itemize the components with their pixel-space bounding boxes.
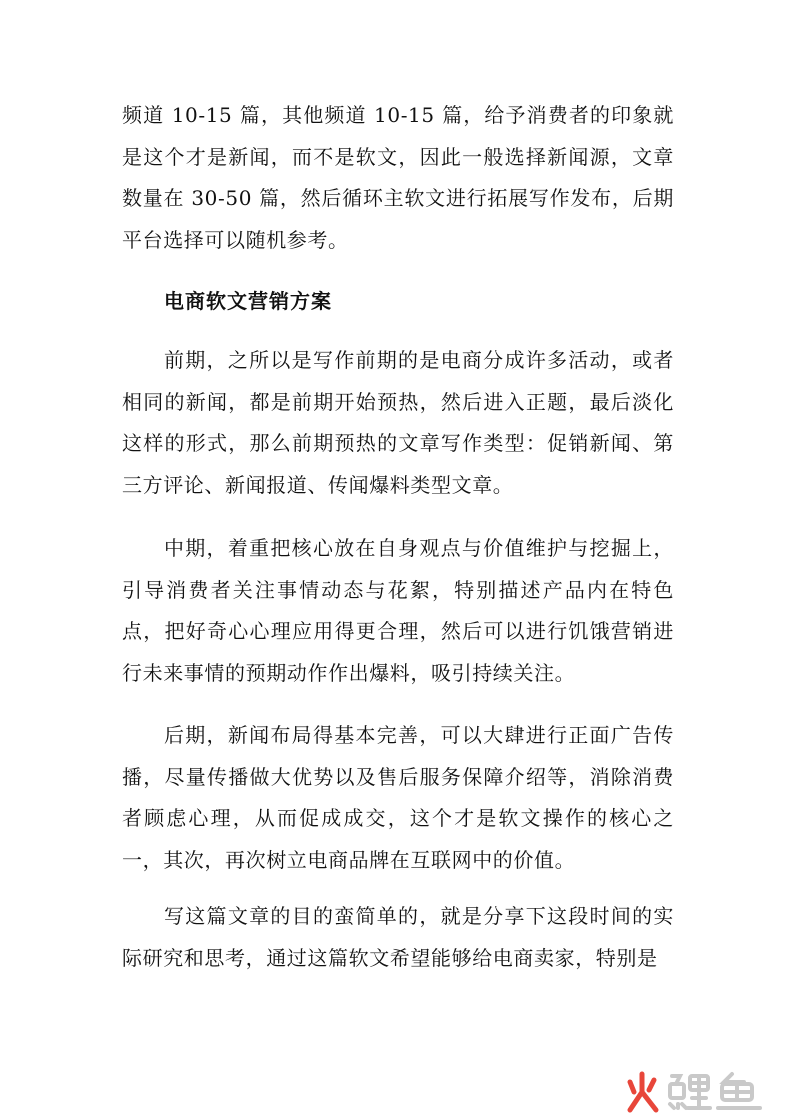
watermark-logo (620, 1068, 780, 1114)
fire-glyph (630, 1074, 656, 1110)
paragraph-conclusion: 写这篇文章的目的蛮简单的，就是分享下这段时间的实际研究和思考，通过这篇软文希望能够给电商卖家，特别是 (122, 904, 674, 970)
fish-glyph (718, 1074, 760, 1108)
carp-glyph-1 (670, 1076, 710, 1108)
paragraph-intro-continued: 频道 10-15 篇，其他频道 10-15 篇，给予消费者的印象就是这个才是新闻，而不是软文，因此一般选择新闻源，文章数量在 30-50 篇，然后循环主软文进行拓展写作发布，后期平台选择可以随机参考。 (122, 103, 674, 252)
paragraph-early-phase: 前期，之所以是写作前期的是电商分成许多活动，或者相同的新闻，都是前期开始预热，然后进入正题，最后淡化这样的形式，那么前期预热的文章写作类型：促销新闻、第三方评论、新闻报道、传闻爆料类型文章。 (122, 348, 674, 497)
paragraph-middle-phase: 中期，着重把核心放在自身观点与价值维护与挖掘上，引导消费者关注事情动态与花絮，特别描述产品内在特色点，把好奇心心理应用得更合理，然后可以进行饥饿营销进行未来事情的预期动作作出爆料，吸引持续关注。 (122, 536, 674, 685)
section-heading: 电商软文营销方案 (164, 289, 332, 313)
paragraph-late-phase: 后期，新闻布局得基本完善，可以大肆进行正面广告传播，尽量传播做大优势以及售后服务保障介绍等，消除消费者顾虑心理，从而促成成交，这个才是软文操作的核心之一，其次，再次树立电商品牌在互联网中的价值。 (122, 723, 674, 872)
